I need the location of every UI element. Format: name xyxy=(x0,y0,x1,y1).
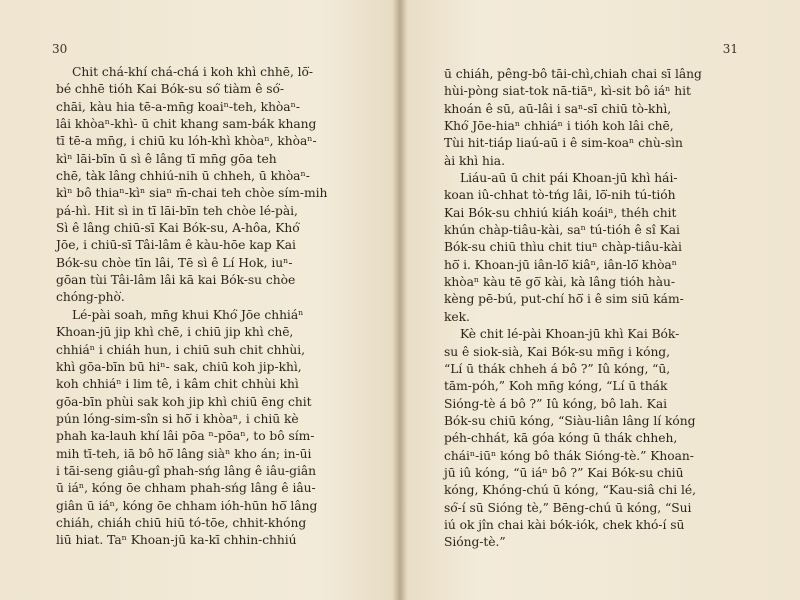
text-line: ū chiáh, pêng-bô tāi-chì,chiah chai sī lâng xyxy=(444,67,702,81)
text-line: Lé-pài soah, mn̄g khui Khó͘ Jōe chhiáⁿ xyxy=(72,307,304,322)
text-line: phah ka-lauh khí lâi pōa ⁿ-pōaⁿ, to bô sím- xyxy=(56,429,315,444)
text-line: Liáu-aū ū chit pái Khoan-jū khì hái- xyxy=(460,171,678,186)
text-line: su ê siok-sià, Kai Bók-su mn̄g i kóng, xyxy=(444,344,670,359)
text-line: Bók-su chòe tīn lâi, Tē sì ê Lí Hok, iuⁿ- xyxy=(56,255,293,270)
left-page xyxy=(0,0,398,600)
text-line: hùi-pòng siat-tok nā-tiāⁿ, kì-sit bô iáⁿ hit xyxy=(444,84,691,99)
text-line: Kè chit lé-pài Khoan-jū khì Kai Bók- xyxy=(460,327,680,342)
text-line: Khó͘ Jōe-hiaⁿ chhiáⁿ i tióh koh lâi chē, xyxy=(444,119,674,134)
text-line: “Lí ū thák chheh á bô ?” Iû kóng, “ū, xyxy=(444,361,671,376)
text-line: Sióng-tè á bô ?” Iû kóng, bô lah. Kai xyxy=(444,396,667,411)
left-page-number: 30 xyxy=(52,42,68,56)
text-line: Bók-su chiū kóng, “Siàu-liân lâng lí kóng xyxy=(444,413,696,428)
text-line: Sióng-tè.” xyxy=(444,535,506,550)
text-line: Tùi hit-tiáp liaú-aū i ê sim-koaⁿ chù-sìn xyxy=(444,136,683,151)
text-line: ū iáⁿ, kóng ōe chham phah-sńg lâng ê iâu- xyxy=(56,481,316,496)
text-line: chhiáⁿ i chiáh hun, i chiū suh chit chhùi, xyxy=(56,342,305,357)
text-line: khì gōa-bīn bū hiⁿ- sak, chiū koh jip-khì, xyxy=(56,359,302,374)
text-line: kìⁿ bô thiaⁿ-kìⁿ siaⁿ m̄-chai teh chòe sím-mih xyxy=(56,186,328,201)
text-line: pá-hì. Hit sì in tī lāi-bīn teh chòe lé-pài, xyxy=(56,203,298,218)
text-line: pún lóng-sim-sîn si hō͘ i khòaⁿ, i chiū kè xyxy=(56,411,299,426)
text-line: Bók-su chiū thìu chit tiuⁿ chàp-tiâu-kài xyxy=(444,240,682,255)
right-page-text xyxy=(444,66,750,552)
text-line: kóng, Khóng-chú ū kóng, “Kau-siâ chi lé, xyxy=(444,483,696,498)
left-page-text xyxy=(56,64,368,550)
text-line: kìⁿ lāi-bīn ū sì ê lâng tī mn̄g gōa teh xyxy=(56,151,277,166)
text-line: chē, tàk lâng chhiú-nih ū chheh, ū khòaⁿ- xyxy=(56,169,310,184)
text-line: Kai Bók-su chhiú kiáh koáiⁿ, théh chit xyxy=(444,205,677,220)
text-line: liū hiat. Taⁿ Khoan-jū ka-kī chhin-chhiú xyxy=(56,533,297,548)
text-line: koh chhiáⁿ i lim tê, i kâm chit chhùi khì xyxy=(56,377,299,392)
text-line: khoán ê sū, aū-lâi i saⁿ-sī chiū tò-khì, xyxy=(444,101,672,116)
text-line: kèng pē-bú, put-chí hō͘ i ê sim siū kám- xyxy=(444,292,684,307)
text-line: Sì ê lâng chiū-sī Kai Bók-su, A-hôa, Khó͘ xyxy=(56,221,300,236)
text-line: só͘-í sū Sióng tè,” Bēng-chú ū kóng, “Sui xyxy=(444,500,692,515)
text-line: Chit chá-khí chá-chá i koh khì chhē, lō͘- xyxy=(72,65,314,79)
right-page xyxy=(402,0,800,600)
text-line: cháiⁿ-iūⁿ kóng bô thák Sióng-tè.” Khoan- xyxy=(444,448,694,463)
text-line: Khoan-jū jip khì chē, i chiū jip khì chē, xyxy=(56,325,294,340)
text-line: bé chhē tióh Kai Bók-su só͘ tiàm ê só͘- xyxy=(56,82,285,97)
text-line: chóng-phò͘. xyxy=(56,290,125,305)
text-line: gōan tùi Tâi-lâm lâi kā kai Bók-su chòe xyxy=(56,273,296,288)
text-line: tām-póh,” Koh mn̄g kóng, “Lí ū thák xyxy=(444,379,668,394)
text-line: jū iû kóng, “ū iáⁿ bô ?” Kai Bók-su chiū xyxy=(444,465,684,480)
text-line: lâi khòaⁿ-khì- ū chit khang sam-bák khang xyxy=(56,117,317,132)
text-line: i tāi-seng giâu-gî phah-sńg lâng ê iâu-giân xyxy=(56,463,317,478)
text-line: iú ok jîn chai kài bók-iók, chek khó-í sū xyxy=(444,517,685,532)
text-line: khún chàp-tiâu-kài, saⁿ tú-tióh ê sî Kai xyxy=(444,223,680,238)
text-line: chāi, kàu hia tē-a-mn̄g koaiⁿ-teh, khòaⁿ- xyxy=(56,99,300,114)
text-line: koan iû-chhat tò-tńg lâi, lō͘-nih tú-tióh xyxy=(444,188,676,203)
text-line: kek. xyxy=(444,309,470,324)
text-line: giân ū iáⁿ, kóng ōe chham ióh-hūn hō͘ lâng xyxy=(56,498,318,513)
text-line: ài khì hia. xyxy=(444,153,505,168)
text-line: péh-chhát, kā góa kóng ū thák chheh, xyxy=(444,431,678,446)
text-line: Jōe, i chiū-sī Tâi-lâm ê kàu-hōe kap Kai xyxy=(56,238,296,253)
text-line: tī tē-a mn̄g, i chiū ku lóh-khì khòaⁿ, khòaⁿ- xyxy=(56,134,317,149)
text-line: hō͘ i. Khoan-jū iân-lō͘ kiâⁿ, iân-lō͘ khòaⁿ xyxy=(444,257,677,272)
text-line: gōa-bīn phùi sak koh jip khì chiū ēng chit xyxy=(56,394,312,409)
text-line: khòaⁿ kàu tē gō͘ kài, kà lâng tióh hàu- xyxy=(444,275,675,290)
text-line: chiáh, chiáh chiū hiū tó-tōe, chhit-khóng xyxy=(56,515,307,530)
text-line: mih tī-teh, iā bô hō͘ lâng siàⁿ kho án; in-ūi xyxy=(56,446,312,461)
right-page-number: 31 xyxy=(722,42,738,56)
